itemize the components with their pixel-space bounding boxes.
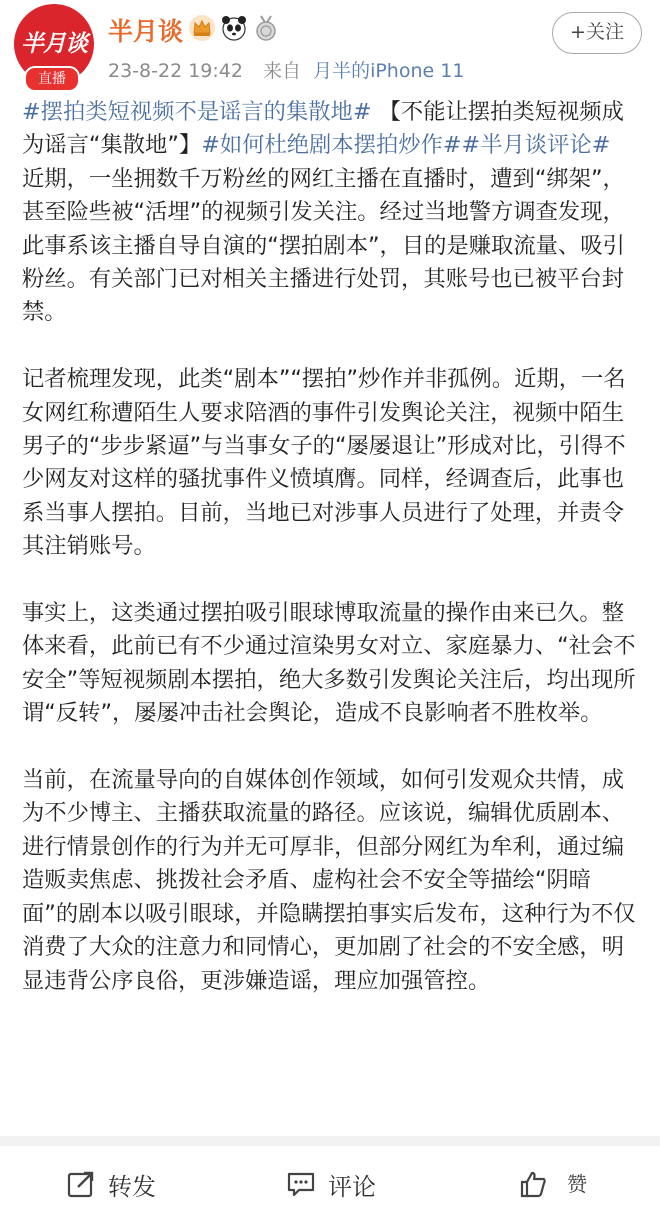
- like-button[interactable]: [518, 1166, 592, 1202]
- comment-icon: [286, 1169, 316, 1199]
- action-toolbar: [0, 1146, 660, 1225]
- crown-badge-icon[interactable]: [188, 14, 216, 42]
- hashtag-link[interactable]: #摆拍类短视频不是谣言的集散地#: [22, 99, 372, 125]
- hashtag-link[interactable]: #如何杜绝剧本摆拍炒作#: [201, 132, 462, 159]
- comment-button[interactable]: [286, 1166, 376, 1202]
- post-header: [0, 0, 660, 90]
- follow-button[interactable]: +关注: [552, 12, 642, 54]
- avatar-logo-text: 半月谈: [21, 31, 87, 57]
- post-meta: [108, 56, 464, 83]
- source-device[interactable]: 月半的iPhone 11: [313, 60, 465, 82]
- post-content: [22, 96, 640, 1031]
- toolbar-divider: [0, 1136, 660, 1146]
- like-label: 赞: [567, 1172, 587, 1196]
- post-time: 23-8-22 19:42: [108, 60, 243, 82]
- thumbs-up-icon: [518, 1169, 548, 1199]
- post-paragraph: 记者梳理发现，此类“剧本”“摆拍”炒作并非孤例。近期，一名女网红称遭陌生人要求陪酒的事件引发舆论关注，视频中陌生男子的“步步紧逼”与当事女子的“屡屡退让”形成对比，引得不少网友对这样的骚扰事件义愤填膺。同样，经调查后，此事也系当事人摆拍。目前，当地已对涉事人员进行了处理，并责令其注销账号。: [22, 366, 626, 560]
- hashtag-link[interactable]: #半月谈评论#: [461, 132, 611, 159]
- post-intro: [22, 96, 640, 163]
- author-name[interactable]: 半月谈: [108, 17, 184, 46]
- post-paragraph: 事实上，这类通过摆拍吸引眼球博取流量的操作由来已久。整体来看，此前已有不少通过渲染男女对立、家庭暴力、“社会不安全”等短视频剧本摆拍，绝大多数引发舆论关注后，均出现所谓“反转”，屡屡冲击社会舆论，造成不良影响者不胜枚举。: [22, 600, 636, 727]
- repost-icon: [66, 1169, 96, 1199]
- post-paragraph: 当前，在流量导向的自媒体创作领域，如何引发观众共情，成为不少博主、主播获取流量的路径。应该说，编辑优质剧本、进行情景创作的行为并无可厚非，但部分网红为牟利，通过编造贩卖焦虑、挑拨社会矛盾、虚构社会不安全等描绘“阴暗面”的剧本以吸引眼球，并隐瞒摆拍事实后发布，这种行为不仅消费了大众的注意力和同情心，更加剧了社会的不安全感，明显违背公序良俗，更涉嫌造谣，理应加强管控。: [22, 767, 636, 994]
- panda-badge-icon[interactable]: [220, 14, 248, 42]
- live-badge[interactable]: 直播: [24, 66, 80, 92]
- intro-text: 【不能让摆拍类短视频成为谣言“集散地”】: [22, 99, 624, 159]
- medal-badge-icon[interactable]: [252, 14, 280, 42]
- source-prefix: 来自: [263, 60, 302, 82]
- author-badges: [188, 14, 280, 42]
- repost-label: 转发: [108, 1172, 156, 1201]
- post-paragraph: 近期，一坐拥数千万粉丝的网红主播在直播时，遭到“绑架”，甚至险些被“活埋”的视频引发关注。经过当地警方调查发现，此事系该主播自导自演的“摆拍剧本”，目的是赚取流量、吸引粉丝。有关部门已对相关主播进行处罚，其账号也已被平台封禁。: [22, 165, 625, 326]
- comment-label: 评论: [328, 1172, 376, 1201]
- repost-button[interactable]: [66, 1166, 156, 1202]
